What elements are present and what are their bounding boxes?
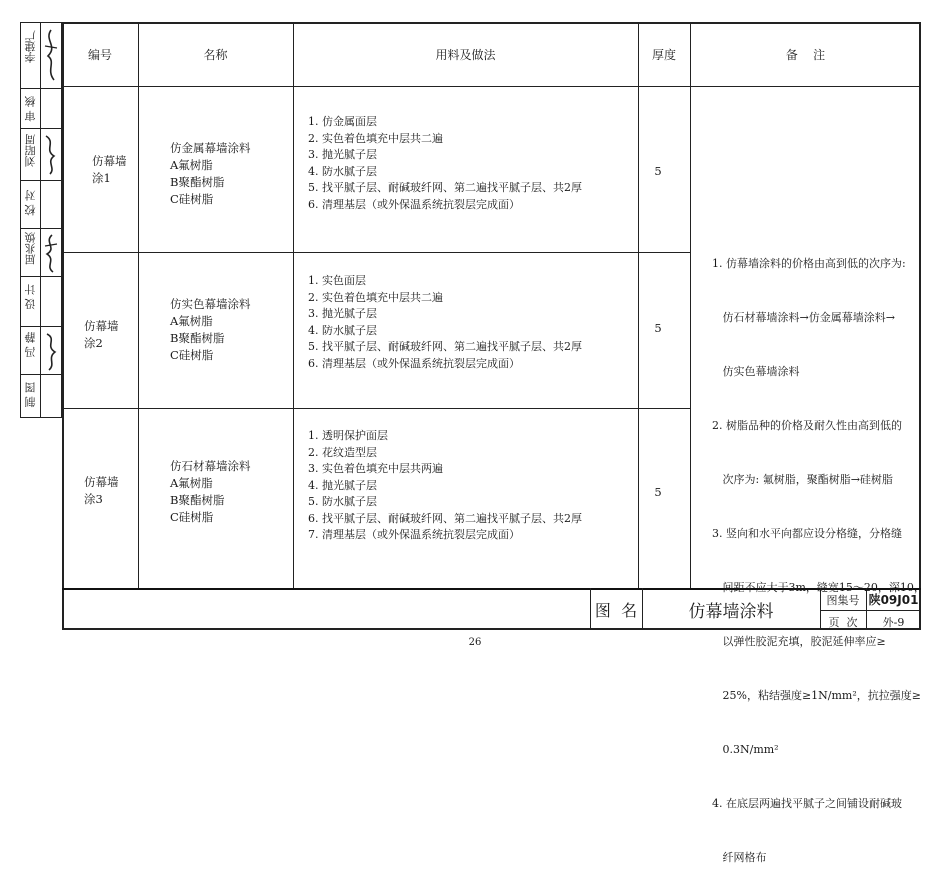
page-id: 外-9 (882, 616, 905, 629)
divider (20, 180, 62, 181)
page-label: 页 次 (828, 616, 858, 629)
header-remarks: 备 注 (785, 48, 826, 62)
header-rule (62, 86, 921, 87)
signature-mark (42, 232, 60, 274)
drawing-title: 仿幕墙涂料 (688, 602, 774, 622)
signature-mark (42, 330, 60, 372)
row-code: 仿幕墙 涂3 (84, 475, 119, 506)
atlas-number: 陕09J01 (868, 593, 919, 607)
row-method: 1. 仿金属面层 2. 实色着色填充中层共二遍 3. 抛光腻子层 4. 防水腻子层 5. 找平腻子层、耐碱玻纤网、第二遍找平腻子层、共2厚 6. 清理基层（或外保温系统抗裂层完成面） (308, 115, 582, 211)
row-method: 1. 透明保护面层 2. 花纹造型层 3. 实色着色填充中层共两遍 4. 抛光腻子层 5. 防水腻子层 6. 找平腻子层、耐碱玻纤网、第二遍找平腻子层、共2厚 7. 清理基层（或外保温系统抗裂层完成面） (308, 429, 582, 541)
divider (20, 326, 62, 327)
divider (40, 22, 41, 418)
signature-mark (42, 132, 60, 176)
drawing-title-label: 图 名 (594, 601, 638, 620)
reviewer-name: 李建广 (24, 30, 37, 63)
row-name: 仿实色幕墙涂料 A氟树脂 B聚酯树脂 C硅树脂 (170, 297, 251, 362)
column-rule (690, 22, 691, 588)
row-rule (62, 408, 690, 409)
divider (20, 88, 62, 89)
divider (20, 228, 62, 229)
divider (20, 374, 62, 375)
check-label: 校 对 (24, 190, 37, 216)
checker-name: 刘昭周 (24, 134, 37, 167)
header-method: 用料及做法 (435, 48, 496, 62)
column-rule (638, 22, 639, 588)
row-method: 1. 实色面层 2. 实色着色填充中层共二遍 3. 抛光腻子层 4. 防水腻子层 5. 找平腻子层、耐碱玻纤网、第二遍找平腻子层、共2厚 6. 清理基层（或外保温系统抗裂层完成面） (308, 274, 582, 370)
drafter-name: 冯 静 (24, 332, 37, 358)
row-code: 仿幕墙 涂1 (92, 154, 127, 185)
design-label: 设 计 (24, 284, 37, 310)
row-name: 仿石材幕墙涂料 A氟树脂 B聚酯树脂 C硅树脂 (170, 459, 251, 524)
row-thickness: 5 (654, 321, 662, 335)
remarks-notes: 1. 仿幕墙涂料的价格由高到低的次序为: 仿石材幕墙涂料→仿金属幕墙涂料→ 仿实色幕墙涂料 2. 树脂品种的价格及耐久性由高到低的 次序为: 氟树脂，聚酯树脂→硅树脂 3. 竖向和水平向都应设分格缝，分格缝 间距不应大于3m，缝宽15～20，深10， 以弹性胶泥充填，胶泥延伸率应≥ 25%，粘结强度≥1N/mm²，抗拉强度≥ 0.3N/mm² 4. 在底层两遍找平腻子之间铺设耐碱玻 纤网格布 (712, 257, 925, 864)
signature-mark (42, 26, 60, 84)
header-code: 编号 (87, 48, 112, 62)
divider (20, 276, 62, 277)
column-rule (293, 22, 294, 588)
divider (20, 128, 62, 129)
review-label: 审 核 (24, 96, 37, 122)
row-rule (62, 252, 690, 253)
row-thickness: 5 (654, 164, 662, 178)
row-code: 仿幕墙 涂2 (84, 319, 119, 350)
page-number: 26 (468, 637, 482, 648)
header-name: 名称 (203, 48, 228, 62)
row-name: 仿金属幕墙涂料 A氟树脂 B聚酯树脂 C硅树脂 (170, 141, 251, 206)
column-rule (138, 22, 139, 588)
atlas-number-label: 图集号 (826, 594, 860, 607)
header-thickness: 厚度 (651, 48, 676, 62)
drafting-label: 制 图 (24, 382, 37, 408)
designer-name: 屈兆焕 (24, 232, 37, 265)
row-thickness: 5 (654, 485, 662, 499)
